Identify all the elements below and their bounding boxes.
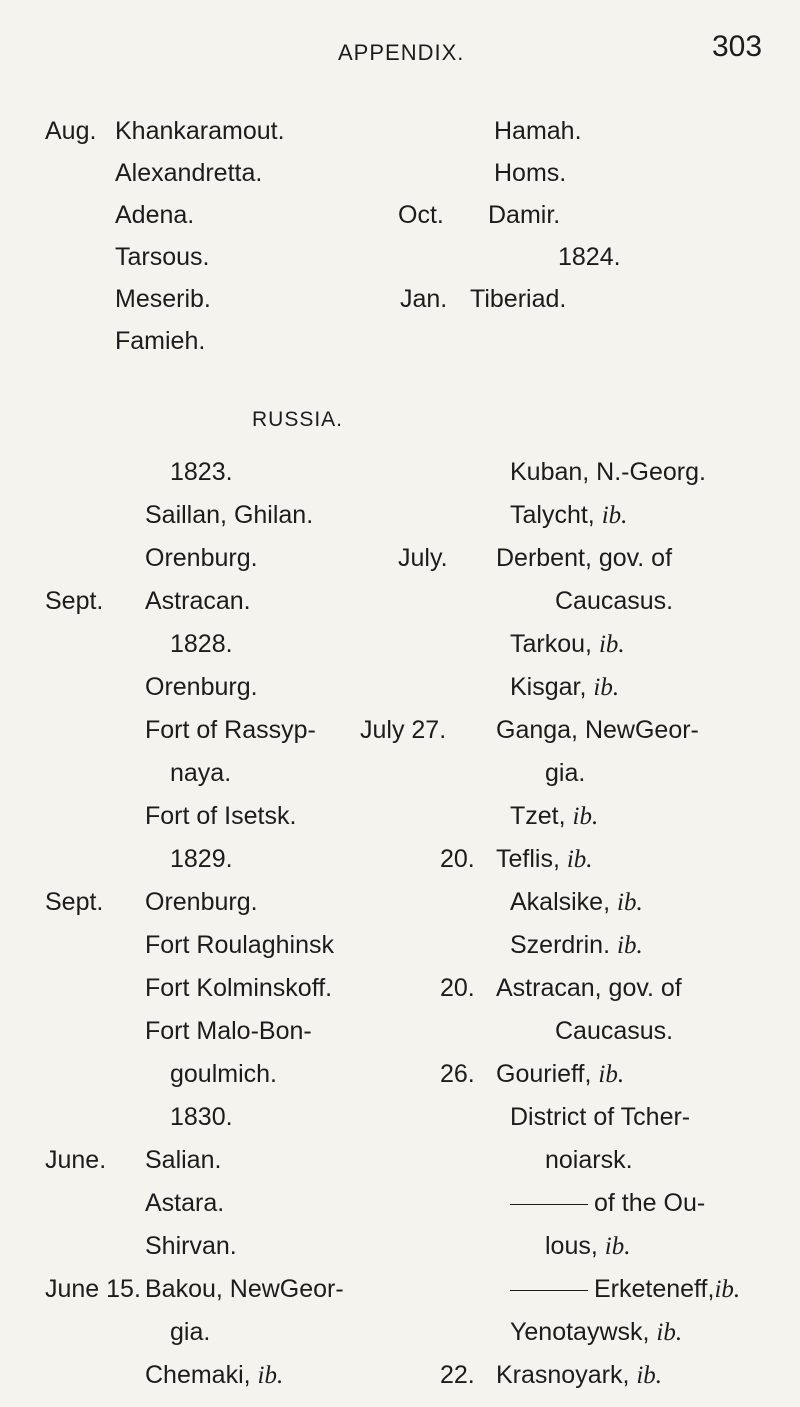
ditto-dash <box>510 1204 588 1205</box>
place-entry: Teflis, ib. <box>496 845 593 873</box>
year-label: 1829. <box>170 845 233 873</box>
place-entry: Chemaki, ib. <box>145 1361 284 1389</box>
place-entry: Akalsike, ib. <box>510 888 643 916</box>
place-entry: Astracan. <box>145 587 251 615</box>
place-entry: Tiberiad. <box>470 285 567 313</box>
year-label: 1823. <box>170 458 233 486</box>
place-entry: Kuban, N.-Georg. <box>510 458 706 486</box>
place-entry: of the Ou- <box>510 1188 705 1218</box>
place-entry: Erketeneff,ib. <box>510 1274 740 1305</box>
place-entry: Damir. <box>488 201 561 229</box>
place-entry: noiarsk. <box>545 1146 633 1174</box>
running-header: APPENDIX. <box>338 40 465 65</box>
place-entry: Orenburg. <box>145 888 258 916</box>
place-entry: Caucasus. <box>555 1017 674 1045</box>
month-aug: Aug. <box>45 117 97 145</box>
month-oct: Oct. <box>398 201 444 229</box>
place-entry: Tarkou, ib. <box>510 630 625 658</box>
year-label: 1828. <box>170 630 233 658</box>
month-jan: Jan. <box>400 285 448 313</box>
date-label: July. <box>398 544 448 572</box>
place-entry: goulmich. <box>170 1060 277 1088</box>
place-entry: Orenburg. <box>145 544 258 572</box>
date-label: July 27. <box>360 716 447 744</box>
place-entry: Derbent, gov. of <box>496 544 673 572</box>
place-entry: Homs. <box>494 159 567 187</box>
ditto-dash <box>510 1290 588 1291</box>
month-label: June. <box>45 1146 107 1174</box>
place-entry: Caucasus. <box>555 587 674 615</box>
place-entry: Fort Roulaghinsk <box>145 931 334 959</box>
place-entry: Tarsous. <box>115 243 210 271</box>
date-label: 26. <box>440 1060 475 1088</box>
place-entry: Saillan, Ghilan. <box>145 501 314 529</box>
place-entry: District of Tcher- <box>510 1103 691 1131</box>
place-entry: Shirvan. <box>145 1232 237 1260</box>
place-entry: Orenburg. <box>145 673 258 701</box>
place-entry: Szerdrin. ib. <box>510 931 643 959</box>
place-entry: Kisgar, ib. <box>510 673 620 701</box>
place-entry: Famieh. <box>115 327 206 355</box>
place-entry: Krasnoyark, ib. <box>496 1361 663 1389</box>
place-entry: Fort of Rassyp- <box>145 716 316 744</box>
place-entry: Yenotaywsk, ib. <box>510 1318 683 1346</box>
place-entry: Tzet, ib. <box>510 802 599 830</box>
place-entry: Astara. <box>145 1189 225 1217</box>
page-number: 303 <box>712 30 763 63</box>
place-entry: Fort of Isetsk. <box>145 802 297 830</box>
date-label: 20. <box>440 974 475 1002</box>
month-label: Sept. <box>45 888 104 916</box>
section-heading: RUSSIA. <box>252 408 344 431</box>
place-entry: Fort Kolminskoff. <box>145 974 333 1002</box>
place-entry: Alexandretta. <box>115 159 263 187</box>
month-label: Sept. <box>45 587 104 615</box>
place-entry: Khankaramout. <box>115 117 285 145</box>
place-entry: gia. <box>170 1318 211 1346</box>
place-entry: Bakou, NewGeor- <box>145 1275 344 1303</box>
place-entry: lous, ib. <box>545 1232 631 1260</box>
place-entry: Meserib. <box>115 285 211 313</box>
place-entry: Ganga, NewGeor- <box>496 716 699 744</box>
place-entry: Fort Malo-Bon- <box>145 1017 312 1045</box>
month-label: June 15. <box>45 1275 141 1303</box>
year-label: 1824. <box>558 243 621 271</box>
place-entry: Adena. <box>115 201 195 229</box>
place-entry: Astracan, gov. of <box>496 974 682 1002</box>
date-label: 20. <box>440 845 475 873</box>
year-label: 1830. <box>170 1103 233 1131</box>
place-entry: gia. <box>545 759 586 787</box>
place-entry: naya. <box>170 759 232 787</box>
place-entry: Gourieff, ib. <box>496 1060 625 1088</box>
place-entry: Salian. <box>145 1146 222 1174</box>
place-entry: Hamah. <box>494 117 582 145</box>
date-label: 22. <box>440 1361 475 1389</box>
place-entry: Talycht, ib. <box>510 501 628 529</box>
